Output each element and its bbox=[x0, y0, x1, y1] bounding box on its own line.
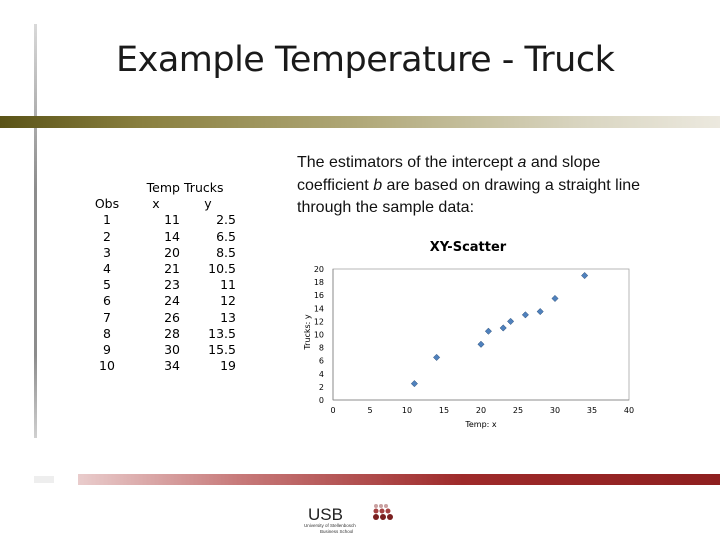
table-header-cell: Trucks bbox=[184, 180, 224, 195]
left-decorative-rule bbox=[34, 24, 37, 438]
x-tick-label: 0 bbox=[330, 406, 336, 415]
data-point bbox=[500, 325, 506, 331]
table-row bbox=[82, 212, 236, 228]
table-header-cell: y bbox=[204, 196, 212, 212]
scatter-chart bbox=[296, 230, 656, 430]
x-tick-label: 40 bbox=[623, 406, 635, 415]
trucks-cell: 2.5 bbox=[216, 212, 236, 228]
table-row bbox=[82, 342, 236, 358]
temp-cell: 26 bbox=[164, 309, 180, 325]
obs-cell: 2 bbox=[103, 228, 111, 244]
x-axis-label: Temp: x bbox=[465, 420, 497, 429]
description-part2: and slope coefficient bbox=[297, 154, 601, 194]
x-tick-label: 25 bbox=[512, 406, 524, 415]
x-tick-label: 10 bbox=[401, 406, 413, 415]
logo-subtitle-2: Business School bbox=[320, 529, 354, 534]
x-tick-label: 20 bbox=[475, 406, 487, 415]
title-underline-band bbox=[0, 116, 720, 128]
usb-logo bbox=[300, 500, 400, 540]
obs-cell: 10 bbox=[99, 358, 115, 374]
table-header-cell: Temp bbox=[146, 180, 180, 195]
data-point bbox=[537, 308, 543, 314]
obs-cell: 4 bbox=[103, 261, 111, 277]
y-axis-label: Trucks: y bbox=[303, 314, 312, 350]
slide-title: Example Temperature - Truck bbox=[116, 40, 615, 80]
obs-cell: 6 bbox=[103, 293, 111, 309]
x-tick-label: 35 bbox=[586, 406, 598, 415]
chart-title: XY-Scatter bbox=[429, 240, 507, 255]
y-tick-label: 10 bbox=[313, 330, 324, 340]
x-tick-label: 30 bbox=[549, 406, 561, 415]
data-point bbox=[433, 354, 439, 360]
description-part3: are based on drawing a straight line through the sample data: bbox=[297, 176, 641, 216]
temp-cell: 30 bbox=[164, 342, 180, 358]
data-point bbox=[522, 312, 528, 318]
trucks-cell: 13 bbox=[220, 309, 236, 325]
temp-cell: 23 bbox=[164, 277, 180, 293]
plot-area-frame bbox=[333, 269, 629, 400]
table-row bbox=[82, 310, 236, 326]
trucks-cell: 19 bbox=[220, 358, 236, 374]
y-tick-label: 6 bbox=[318, 356, 324, 366]
y-tick-label: 8 bbox=[318, 343, 324, 353]
logo-dots-icon bbox=[373, 504, 393, 520]
obs-cell: 1 bbox=[103, 212, 111, 228]
y-tick-label: 14 bbox=[313, 304, 324, 314]
observation-table bbox=[82, 180, 236, 374]
data-point bbox=[552, 295, 558, 301]
temp-cell: 11 bbox=[164, 212, 180, 228]
data-point bbox=[581, 272, 587, 278]
y-tick-label: 0 bbox=[318, 396, 324, 405]
table-row bbox=[82, 358, 236, 374]
description-part1: The estimators of the intercept bbox=[297, 154, 518, 171]
table-row bbox=[82, 293, 236, 309]
x-tick-label: 5 bbox=[367, 406, 373, 415]
table-row bbox=[82, 261, 236, 277]
y-tick-label: 16 bbox=[313, 291, 324, 301]
intercept-symbol: a bbox=[517, 154, 527, 171]
obs-cell: 8 bbox=[103, 325, 111, 341]
footer-tick bbox=[34, 476, 54, 483]
data-point bbox=[478, 341, 484, 347]
y-tick-label: 12 bbox=[313, 317, 324, 327]
y-tick-label: 4 bbox=[318, 369, 324, 379]
chart-axes bbox=[314, 265, 634, 415]
x-tick-label: 15 bbox=[438, 406, 450, 415]
table-header-cell bbox=[82, 180, 132, 196]
y-tick-label: 2 bbox=[318, 382, 324, 392]
trucks-cell: 12 bbox=[220, 293, 236, 309]
temp-cell: 14 bbox=[164, 228, 180, 244]
table-header-cell: Obs bbox=[94, 196, 120, 212]
trucks-cell: 8.5 bbox=[216, 244, 236, 260]
trucks-cell: 11 bbox=[220, 277, 236, 293]
description-text bbox=[297, 152, 647, 220]
temp-cell: 21 bbox=[164, 261, 180, 277]
trucks-cell: 6.5 bbox=[216, 228, 236, 244]
obs-cell: 5 bbox=[103, 277, 111, 293]
slope-symbol: b bbox=[373, 176, 383, 194]
temp-cell: 24 bbox=[164, 293, 180, 309]
table-row bbox=[82, 229, 236, 245]
temp-cell: 28 bbox=[164, 325, 180, 341]
table-row bbox=[82, 326, 236, 342]
temp-cell: 20 bbox=[164, 244, 180, 260]
logo-subtitle-1: University of Stellenbosch bbox=[304, 523, 356, 528]
trucks-cell: 10.5 bbox=[208, 261, 236, 277]
chart-points bbox=[411, 272, 588, 386]
table-row bbox=[82, 277, 236, 293]
y-tick-label: 20 bbox=[313, 265, 324, 274]
table-header-cell: x bbox=[152, 196, 160, 212]
obs-cell: 7 bbox=[103, 309, 111, 325]
obs-cell: 3 bbox=[103, 244, 111, 260]
table-header-row bbox=[82, 180, 236, 196]
temp-cell: 34 bbox=[164, 358, 180, 374]
table-header-row bbox=[82, 196, 236, 212]
data-point bbox=[507, 318, 513, 324]
logo-text: USB bbox=[308, 505, 343, 524]
table-row bbox=[82, 245, 236, 261]
data-point bbox=[411, 380, 417, 386]
data-point bbox=[485, 328, 491, 334]
trucks-cell: 15.5 bbox=[208, 342, 236, 358]
y-tick-label: 18 bbox=[313, 278, 324, 288]
obs-cell: 9 bbox=[103, 342, 111, 358]
footer-band bbox=[78, 474, 720, 485]
trucks-cell: 13.5 bbox=[208, 325, 236, 341]
